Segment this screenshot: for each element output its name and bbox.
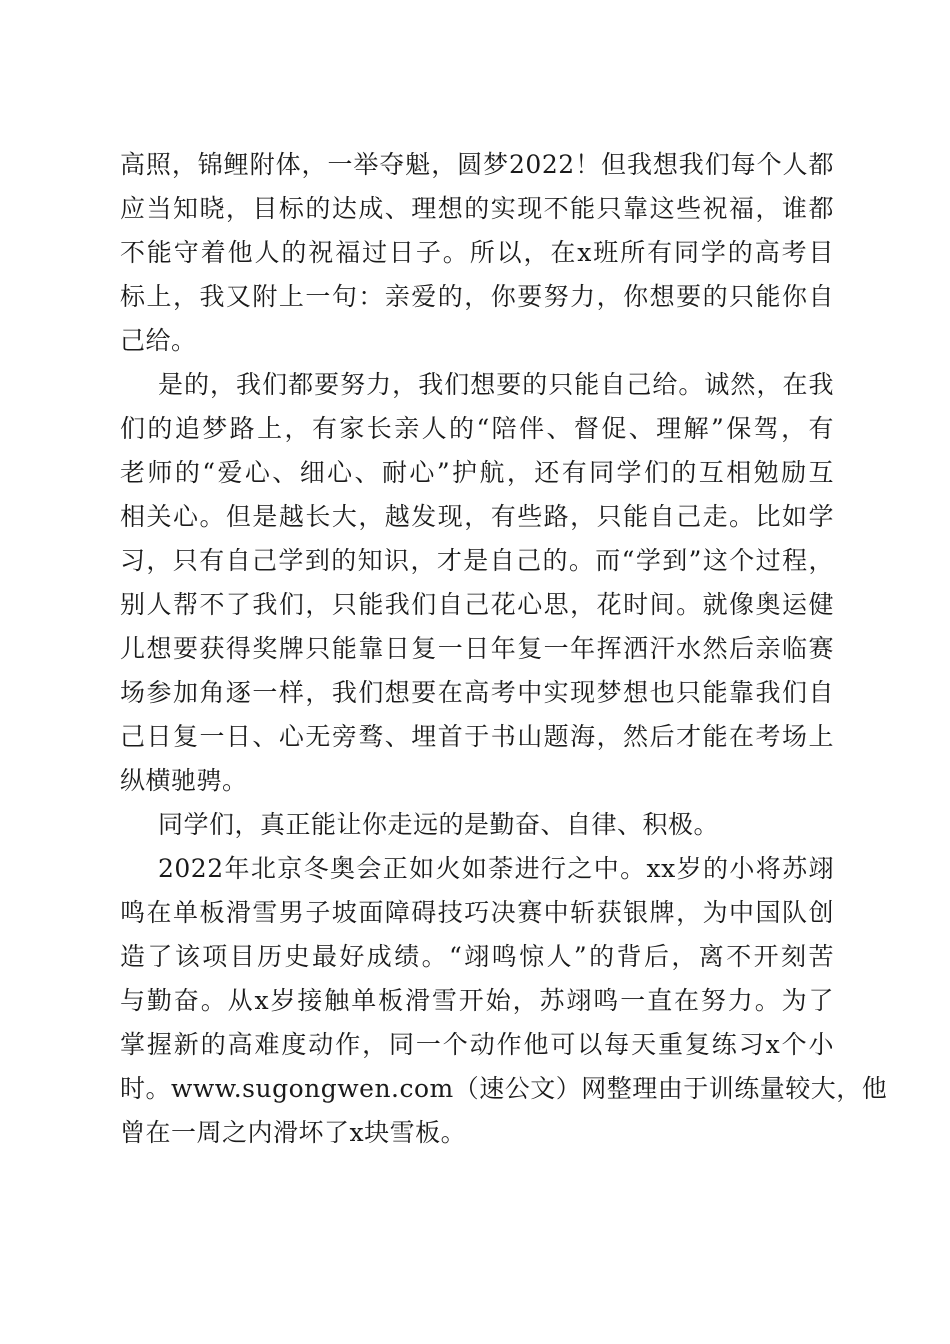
paragraph-2-line-7: 儿想要获得奖牌只能靠日复一日年复一年挥洒汗水然后亲临赛	[120, 634, 834, 663]
paragraph-2-line-6: 别人帮不了我们，只能我们自己花心思，花时间。就像奥运健	[120, 590, 834, 619]
paragraph-4-line-1: 2022年北京冬奥会正如火如荼进行之中。xx岁的小将苏翊	[158, 854, 834, 883]
paragraph-1-line-1: 高照，锦鲤附体，一举夺魁，圆梦2022！但我想我们每个人都	[120, 150, 834, 179]
paragraph-2-line-1: 是的，我们都要努力，我们想要的只能自己给。诚然，在我	[158, 370, 834, 399]
paragraph-2-line-2: 们的追梦路上，有家长亲人的“陪伴、督促、理解”保驾，有	[120, 414, 834, 443]
paragraph-2-line-3: 老师的“爱心、细心、耐心”护航，还有同学们的互相勉励互	[120, 458, 834, 487]
paragraph-4-line-7: 曾在一周之内滑坏了x块雪板。	[120, 1118, 467, 1147]
paragraph-4-line-2: 鸣在单板滑雪男子坡面障碍技巧决赛中斩获银牌，为中国队创	[120, 898, 834, 927]
paragraph-2-line-4: 相关心。但是越长大，越发现，有些路，只能自己走。比如学	[120, 502, 834, 531]
paragraph-1-line-2: 应当知晓，目标的达成、理想的实现不能只靠这些祝福，谁都	[120, 194, 834, 223]
paragraph-1-line-3: 不能守着他人的祝福过日子。所以，在x班所有同学的高考目	[120, 238, 834, 267]
paragraph-4-line-4: 与勤奋。从x岁接触单板滑雪开始，苏翊鸣一直在努力。为了	[120, 986, 834, 1015]
paragraph-3-line-1: 同学们，真正能让你走远的是勤奋、自律、积极。	[158, 810, 720, 839]
paragraph-2-line-10: 纵横驰骋。	[120, 766, 248, 795]
paragraph-4-line-6: 时。www.sugongwen.com（速公文）网整理由于训练量较大，他	[120, 1074, 888, 1103]
document-body	[120, 143, 888, 1155]
paragraph-2-line-8: 场参加角逐一样，我们想要在高考中实现梦想也只能靠我们自	[120, 678, 834, 707]
paragraph-1-line-5: 己给。	[120, 326, 197, 355]
paragraph-2-line-5: 习，只有自己学到的知识，才是自己的。而“学到”这个过程，	[120, 546, 834, 575]
paragraph-1-line-4: 标上，我又附上一句：亲爱的，你要努力，你想要的只能你自	[120, 282, 834, 311]
paragraph-4-line-5: 掌握新的高难度动作，同一个动作他可以每天重复练习x个小	[120, 1030, 834, 1059]
paragraph-2-line-9: 己日复一日、心无旁骛、埋首于书山题海，然后才能在考场上	[120, 722, 834, 751]
paragraph-4-line-3: 造了该项目历史最好成绩。“翊鸣惊人”的背后，离不开刻苦	[120, 942, 834, 971]
